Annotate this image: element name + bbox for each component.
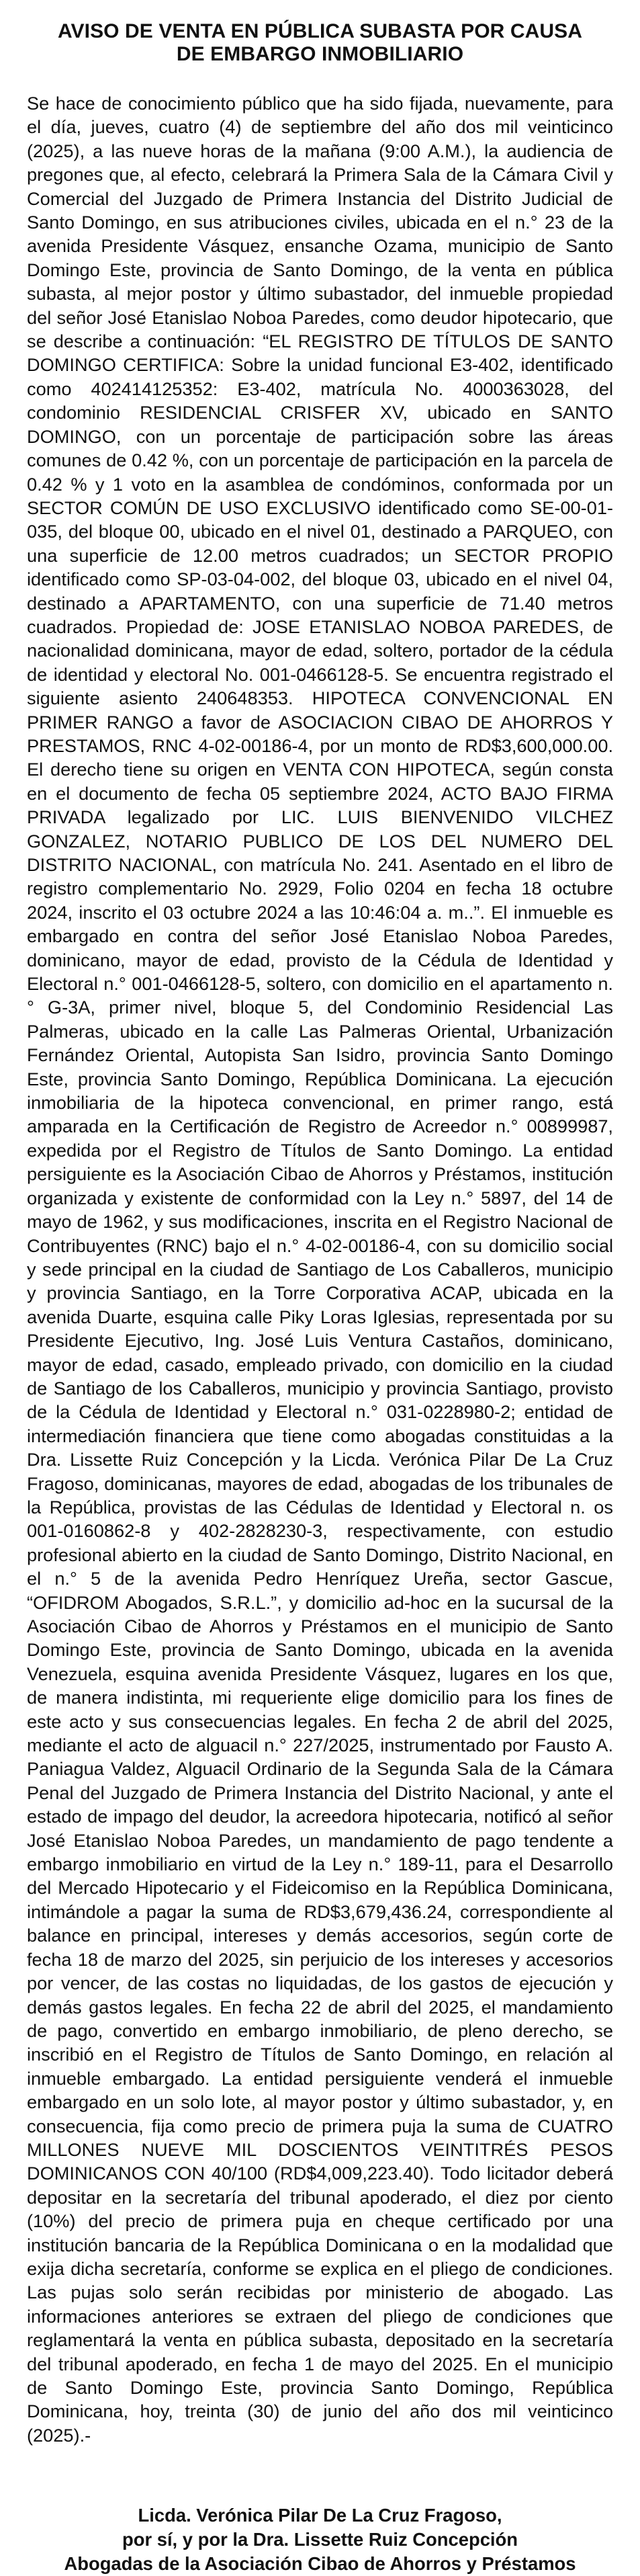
notice-title	[27, 20, 613, 66]
signature-block	[27, 2503, 613, 2576]
notice-title-line-2: DE EMBARGO INMOBILIARIO	[176, 43, 464, 65]
signature-line-2: por sí, y por la Dra. Lissette Ruiz Concepción	[122, 2529, 518, 2550]
signature-line-1: Licda. Verónica Pilar De La Cruz Fragoso,	[138, 2505, 502, 2526]
notice-title-line-1: AVISO DE VENTA EN PÚBLICA SUBASTA POR CAUSA	[57, 20, 583, 42]
signature-line-3: Abogadas de la Asociación Cibao de Ahorros y Préstamos	[64, 2553, 576, 2575]
notice-body: Se hace de conocimiento público que ha sido fijada, nuevamente, para el día, jueves, cuatro (4) de septiembre del año dos mil veinticinco (2025), a las nueve horas de la mañana (9:00 A.M.), la audiencia de pregones que, al efecto, celebrará la Primera Sala de la Cámara Civil y Comercial del Juzgado de Primera Instancia del Distrito Judicial de Santo Domingo, en sus atribuciones civiles, ubicada en el n.° 23 de la avenida Presidente Vásquez, ensanche Ozama, municipio de Santo Domingo Este, provincia de Santo Domingo, de la venta en pública subasta, al mejor postor y último subastador, del inmueble propiedad del señor José Etanislao Noboa Paredes, como deudor hipotecario, que se describe a continuación: “EL REGISTRO DE TÍTULOS DE SANTO DOMINGO CERTIFICA: Sobre la unidad funcional E3-402, identificado como 402414125352: E3-402, matrícula No. 4000363028, del condominio RESIDENCIAL CRISFER XV, ubicado en SANTO DOMINGO, con un porcentaje de participación sobre las áreas comunes de 0.42 %, con un porcentaje de participación en la parcela de 0.42 % y 1 voto en la asamblea de condóminos, conformada por un SECTOR COMÚN DE USO EXCLUSIVO identificado como SE-00-01-035, del bloque 00, ubicado en el nivel 01, destinado a PARQUEO, con una superficie de 12.00 metros cuadrados; un SECTOR PROPIO identificado como SP-03-04-002, del bloque 03, ubicado en el nivel 04, destinado a APARTAMENTO, con una superficie de 71.40 metros cuadrados. Propiedad de: JOSE ETANISLAO NOBOA PAREDES, de nacionalidad dominicana, mayor de edad, soltero, portador de la cédula de identidad y electoral No. 001-0466128-5. Se encuentra registrado el siguiente asiento 240648353. HIPOTECA CONVENCIONAL EN PRIMER RANGO a favor de ASOCIACION CIBAO DE AHORROS Y PRESTAMOS, RNC 4-02-00186-4, por un monto de RD$3,600,000.00. El derecho tiene su origen en VENTA CON HIPOTECA, según consta en el documento de fecha 05 septiembre 2024, ACTO BAJO FIRMA PRIVADA legalizado por LIC. LUIS BIENVENIDO VILCHEZ GONZALEZ, NOTARIO PUBLICO DE LOS DEL NUMERO DEL DISTRITO NACIONAL, con matrícula No. 241. Asentado en el libro de registro complementario No. 2929, Folio 0204 en fecha 18 octubre 2024, inscrito el 03 octubre 2024 a las 10:46:04 a. m..”. El inmueble es embargado en contra del señor José Etanislao Noboa Paredes, dominicano, mayor de edad, provisto de la Cédula de Identidad y Electoral n.° 001-0466128-5, soltero, con domicilio en el apartamento n.° G-3A, primer nivel, bloque 5, del Condominio Residencial Las Palmeras, ubicado en la calle Las Palmeras Oriental, Urbanización Fernández Oriental, Autopista San Isidro, provincia Santo Domingo Este, provincia Santo Domingo, República Dominicana. La ejecución inmobiliaria de la hipoteca convencional, en primer rango, está amparada en la Certificación de Registro de Acreedor n.° 00899987, expedida por el Registro de Títulos de Santo Domingo. La entidad persiguiente es la Asociación Cibao de Ahorros y Préstamos, institución organizada y existente de conformidad con la Ley n.° 5897, del 14 de mayo de 1962, y sus modificaciones, inscrita en el Registro Nacional de Contribuyentes (RNC) bajo el n.° 4-02-00186-4, con su domicilio social y sede principal en la ciudad de Santiago de Los Caballeros, municipio y provincia Santiago, en la Torre Corporativa ACAP, ubicada en la avenida Duarte, esquina calle Piky Loras Iglesias, representada por su Presidente Ejecutivo, Ing. José Luis Ventura Castaños, dominicano, mayor de edad, casado, empleado privado, con domicilio en la ciudad de Santiago de los Caballeros, municipio y provincia Santiago, provisto de la Cédula de Identidad y Electoral n.° 031-0228980-2; entidad de intermediación financiera que tiene como abogadas constituidas a la Dra. Lissette Ruiz Concepción y la Licda. Verónica Pilar De La Cruz Fragoso, dominicanas, mayores de edad, abogadas de los tribunales de la República, provistas de las Cédulas de Identidad y Electoral n. os 001-0160862-8 y 402-2828230-3, respectivamente, con estudio profesional abierto en la ciudad de Santo Domingo, Distrito Nacional, en el n.° 5 de la avenida Pedro Henríquez Ureña, sector Gascue, “OFIDROM Abogados, S.R.L.”, y domicilio ad-hoc en la sucursal de la Asociación Cibao de Ahorros y Préstamos en el municipio de Santo Domingo Este, provincia de Santo Domingo, ubicada en la avenida Venezuela, esquina avenida Presidente Vásquez, lugares en los que, de manera indistinta, mi requeriente elige domicilio para los fines de este acto y sus consecuencias legales. En fecha 2 de abril del 2025, mediante el acto de alguacil n.° 227/2025, instrumentado por Fausto A. Paniagua Valdez, Alguacil Ordinario de la Segunda Sala de la Cámara Penal del Juzgado de Primera Instancia del Distrito Nacional, y ante el estado de impago del deudor, la acreedora hipotecaria, notificó al señor José Etanislao Noboa Paredes, un mandamiento de pago tendente a embargo inmobiliario en virtud de la Ley n.° 189-11, para el Desarrollo del Mercado Hipotecario y el Fideicomiso en la República Dominicana, intimándole a pagar la suma de RD$3,679,436.24, correspondiente al balance en principal, intereses y demás accesorios, según corte de fecha 18 de marzo del 2025, sin perjuicio de los intereses y accesorios por vencer, de las costas no liquidadas, de los gastos de ejecución y demás gastos legales. En fecha 22 de abril del 2025, el mandamiento de pago, convertido en embargo inmobiliario, de pleno derecho, se inscribió en el Registro de Títulos de Santo Domingo, en relación al inmueble embargado. La entidad persiguiente venderá el inmueble embargado en un solo lote, al mayor postor y último subastador, y, en consecuencia, fija como precio de primera puja la suma de CUATRO MILLONES NUEVE MIL DOSCIENTOS VEINTITRÉS PESOS DOMINICANOS CON 40/100 (RD$4,009,223.40). Todo licitador deberá depositar en la secretaría del tribunal apoderado, el diez por ciento (10%) del precio de primera puja en cheque certificado por una institución bancaria de la República Dominicana o en la modalidad que exija dicha secretaría, conforme se explica en el pliego de condiciones. Las pujas solo serán recibidas por ministerio de abogado. Las informaciones anteriores se extraen del pliego de condiciones que reglamentará la venta en pública subasta, depositado en la secretaría del tribunal apoderado, en fecha 1 de mayo del 2025. En el municipio de Santo Domingo Este, provincia Santo Domingo, República Dominicana, hoy, treinta (30) de junio del año dos mil veinticinco (2025).-	[27, 93, 613, 2446]
